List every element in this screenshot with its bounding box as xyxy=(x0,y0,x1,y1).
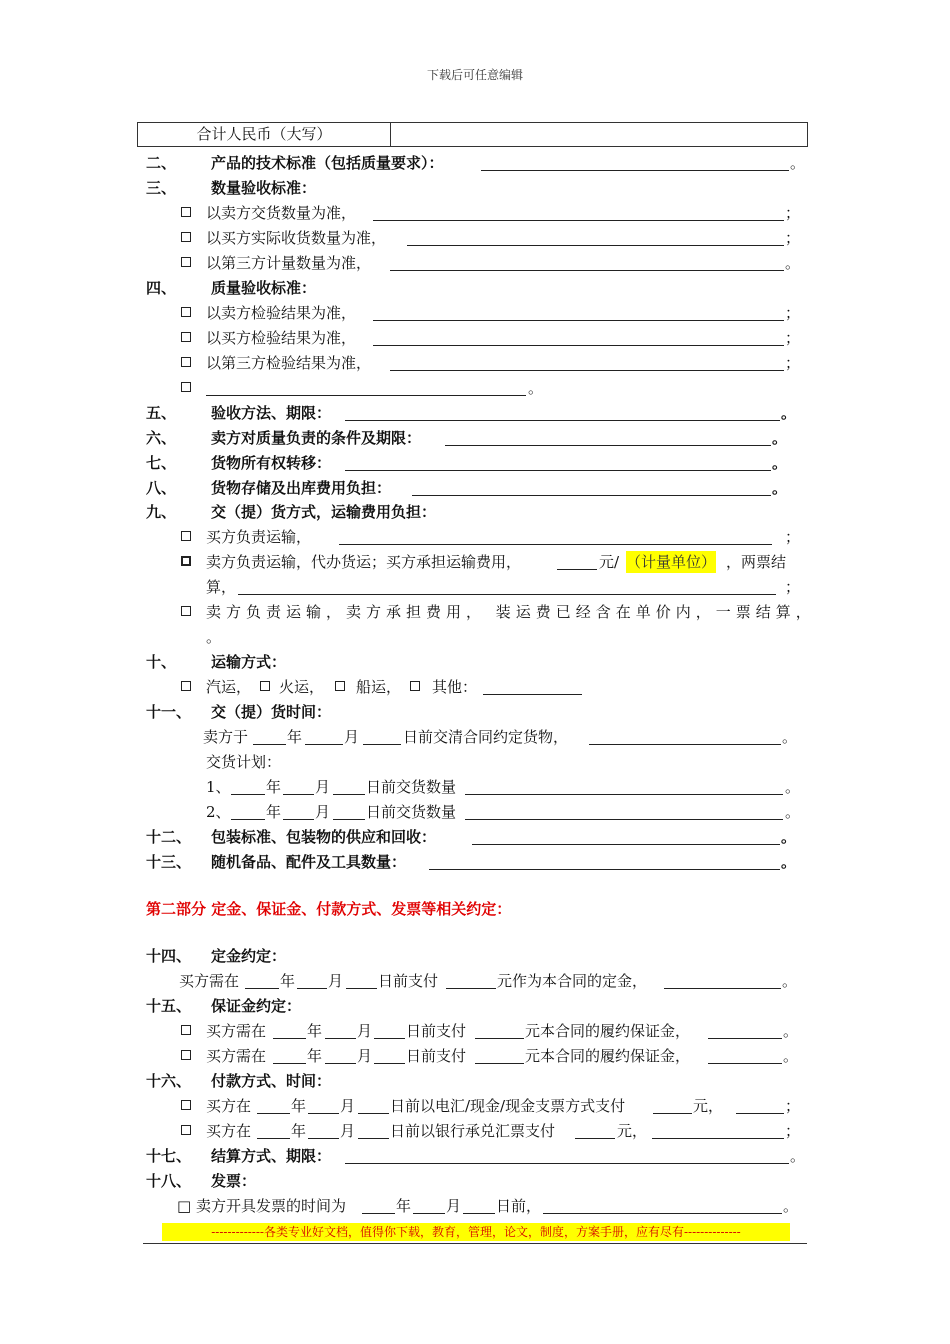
footer-banner: -------------各类专业好文档，值得你下载，教育，管理，论文，制度，方案手册，应有尽有-------------- xyxy=(162,1223,790,1241)
section-title: 数量验收标准： xyxy=(211,179,317,197)
section-title: 保证金约定： xyxy=(211,997,302,1015)
month-label: 月 xyxy=(328,972,344,990)
blank-line[interactable] xyxy=(543,1213,782,1214)
blank-day[interactable] xyxy=(363,744,401,745)
section-number: 十七、 xyxy=(146,1147,192,1165)
option-other: 其他： xyxy=(432,678,478,696)
checkbox[interactable] xyxy=(181,307,191,317)
blank-line[interactable] xyxy=(390,370,784,371)
year-label: 年 xyxy=(291,1122,307,1140)
text: 买方在 xyxy=(206,1122,252,1140)
blank-month[interactable] xyxy=(413,1213,445,1214)
year-label: 年 xyxy=(287,728,303,746)
blank-line[interactable] xyxy=(481,170,789,171)
item-label: 以第三方计量数量为准， xyxy=(206,254,372,272)
month-label: 月 xyxy=(357,1047,373,1065)
blank-year[interactable] xyxy=(273,1038,306,1039)
footer-divider xyxy=(143,1243,807,1244)
text: 日前支付 xyxy=(406,1047,467,1065)
text: 日前交清合同约定货物， xyxy=(403,728,569,746)
blank-day[interactable] xyxy=(374,1063,405,1064)
blank-amount[interactable] xyxy=(446,988,496,989)
section-title: 结算方式、期限： xyxy=(211,1147,332,1165)
blank-month[interactable] xyxy=(308,1113,339,1114)
text: □ 卖方开具发票的时间为 xyxy=(177,1197,346,1215)
month-label: 月 xyxy=(315,778,331,796)
unit-label: 元/ xyxy=(599,553,620,571)
punct: ； xyxy=(785,578,801,596)
checkbox[interactable] xyxy=(181,1050,191,1060)
section-title: 包装标准、包装物的供应和回收： xyxy=(211,828,437,846)
checkbox[interactable] xyxy=(181,332,191,342)
blank-year[interactable] xyxy=(245,988,279,989)
item-label: 卖方负责运输，卖方承担费用， 装运费已经含在单价内，一票结算， xyxy=(206,603,816,621)
text: 日前交货数量 xyxy=(366,803,457,821)
year-label: 年 xyxy=(266,778,282,796)
text: 日前支付 xyxy=(378,972,439,990)
blank-day[interactable] xyxy=(463,1213,495,1214)
blank-line[interactable] xyxy=(345,1163,789,1164)
punct: 。 xyxy=(781,853,797,871)
section-number: 十一、 xyxy=(146,703,192,721)
blank-line[interactable] xyxy=(652,1138,784,1139)
section-number: 十八、 xyxy=(146,1172,192,1190)
text: 元本合同的履约保证金， xyxy=(525,1047,691,1065)
blank-amount[interactable] xyxy=(575,1138,615,1139)
blank-year[interactable] xyxy=(253,744,286,745)
blank-line[interactable] xyxy=(589,744,781,745)
text: 日前交货数量 xyxy=(366,778,457,796)
punct: ； xyxy=(785,1122,801,1140)
item-label: 买方负责运输， xyxy=(206,528,312,546)
delivery-plan-label: 交货计划： xyxy=(206,753,282,771)
blank-line[interactable] xyxy=(345,420,780,421)
blank-line[interactable] xyxy=(483,694,582,695)
blank-month[interactable] xyxy=(325,1038,356,1039)
section-title: 随机备品、配件及工具数量： xyxy=(211,853,407,871)
punct: 。 xyxy=(772,454,788,472)
plan-number: 2、 xyxy=(206,803,231,821)
section-number: 七、 xyxy=(146,454,177,472)
text: 元， xyxy=(617,1122,648,1140)
highlighted-unit: （计量单位） xyxy=(626,553,717,571)
section-title: 货物所有权转移： xyxy=(211,454,332,472)
text: 日前以电汇/现金/现金支票方式支付 xyxy=(390,1097,626,1115)
punct: 。 xyxy=(783,1197,799,1215)
punct: 。 xyxy=(781,404,797,422)
blank-day[interactable] xyxy=(346,988,377,989)
item-label: 以第三方检验结果为准， xyxy=(206,354,372,372)
total-amount-label: 合计人民币（大写） xyxy=(138,123,391,146)
checkbox[interactable] xyxy=(181,1125,191,1135)
punct: 。 xyxy=(790,154,806,172)
text: 元， xyxy=(693,1097,724,1115)
punct: 。 xyxy=(790,1147,806,1165)
blank-amount[interactable] xyxy=(653,1113,692,1114)
blank-line[interactable] xyxy=(472,844,780,845)
punct: ； xyxy=(785,329,801,347)
section-number: 十二、 xyxy=(146,828,192,846)
blank-year[interactable] xyxy=(362,1213,395,1214)
checkbox-road[interactable] xyxy=(181,681,191,691)
checkbox-other[interactable] xyxy=(410,681,420,691)
year-label: 年 xyxy=(307,1047,323,1065)
item-label: 卖方负责运输，代办货运；买方承担运输费用， xyxy=(206,553,522,571)
section-number: 六、 xyxy=(146,429,177,447)
blank-line[interactable] xyxy=(736,1113,784,1114)
blank-line[interactable] xyxy=(557,569,597,570)
blank-line[interactable] xyxy=(708,1038,782,1039)
punct: 。 xyxy=(782,728,798,746)
blank-year[interactable] xyxy=(231,794,265,795)
section-number: 九、 xyxy=(146,503,177,521)
blank-line[interactable] xyxy=(407,245,784,246)
section-title: 付款方式、时间： xyxy=(211,1072,332,1090)
blank-day[interactable] xyxy=(333,794,365,795)
blank-line[interactable] xyxy=(708,1063,782,1064)
blank-line[interactable] xyxy=(373,320,784,321)
section-number: 五、 xyxy=(146,404,177,422)
blank-line[interactable] xyxy=(445,445,771,446)
section-number: 八、 xyxy=(146,479,177,497)
blank-amount[interactable] xyxy=(475,1038,524,1039)
checkbox[interactable] xyxy=(181,1100,191,1110)
section-title: 交（提）货时间： xyxy=(211,703,332,721)
blank-month[interactable] xyxy=(283,794,314,795)
item-label: 以买方实际收货数量为准， xyxy=(206,229,387,247)
total-amount-value[interactable] xyxy=(391,123,807,146)
blank-month[interactable] xyxy=(325,1063,356,1064)
blank-day[interactable] xyxy=(374,1038,405,1039)
text: 卖方于 xyxy=(203,728,249,746)
punct: 。 xyxy=(783,1022,799,1040)
text: 买方在 xyxy=(206,1097,252,1115)
section-title: 质量验收标准： xyxy=(211,279,317,297)
section-number: 十六、 xyxy=(146,1072,192,1090)
punct: 。 xyxy=(782,972,798,990)
year-label: 年 xyxy=(307,1022,323,1040)
blank-line[interactable] xyxy=(465,794,783,795)
section-title: 运输方式： xyxy=(211,653,287,671)
blank-line[interactable] xyxy=(390,270,784,271)
section-title: 货物存储及出库费用负担： xyxy=(211,479,392,497)
checkbox[interactable] xyxy=(181,556,191,566)
blank-year[interactable] xyxy=(273,1063,306,1064)
month-label: 月 xyxy=(357,1022,373,1040)
checkbox[interactable] xyxy=(181,606,191,616)
month-label: 月 xyxy=(340,1122,356,1140)
item-label-cont: ，两票结 xyxy=(726,553,787,571)
text: 日前， xyxy=(496,1197,542,1215)
item-label: 以买方检验结果为准， xyxy=(206,329,357,347)
section-number: 三、 xyxy=(146,179,177,197)
blank-line[interactable] xyxy=(345,470,771,471)
section-title: 交（提）货方式，运输费用负担： xyxy=(211,503,437,521)
option-ship: 船运， xyxy=(356,678,402,696)
text: 买方需在 xyxy=(179,972,240,990)
part-2-title: 第二部分 定金、保证金、付款方式、发票等相关约定： xyxy=(146,900,512,918)
blank-month[interactable] xyxy=(308,1138,339,1139)
month-label: 月 xyxy=(315,803,331,821)
punct: 。 xyxy=(772,429,788,447)
section-title: 发票： xyxy=(211,1172,257,1190)
text: 日前以银行承兑汇票支付 xyxy=(390,1122,556,1140)
blank-year[interactable] xyxy=(257,1138,290,1139)
blank-line[interactable] xyxy=(412,495,771,496)
section-number: 二、 xyxy=(146,154,177,172)
blank-line[interactable] xyxy=(429,869,780,870)
blank-month[interactable] xyxy=(283,819,314,820)
checkbox[interactable] xyxy=(181,232,191,242)
year-label: 年 xyxy=(266,803,282,821)
blank-month[interactable] xyxy=(297,988,327,989)
header-note: 下载后可任意编辑 xyxy=(426,68,523,82)
punct: ； xyxy=(785,354,801,372)
option-road: 汽运， xyxy=(206,678,252,696)
blank-line[interactable] xyxy=(339,544,772,545)
blank-line[interactable] xyxy=(373,345,784,346)
punct: 。 xyxy=(206,628,222,646)
item-label-cont: 算， xyxy=(206,578,237,596)
year-label: 年 xyxy=(280,972,296,990)
checkbox[interactable] xyxy=(181,531,191,541)
section-title: 卖方对质量负责的条件及期限： xyxy=(211,429,422,447)
punct: 。 xyxy=(772,479,788,497)
punct: ； xyxy=(785,528,801,546)
checkbox[interactable] xyxy=(181,1025,191,1035)
section-title: 产品的技术标准（包括质量要求）： xyxy=(211,154,444,172)
blank-month[interactable] xyxy=(305,744,343,745)
total-amount-table xyxy=(137,122,808,147)
punct: 。 xyxy=(781,828,797,846)
section-number: 十五、 xyxy=(146,997,192,1015)
month-label: 月 xyxy=(446,1197,462,1215)
punct: ； xyxy=(785,204,801,222)
section-number: 十三、 xyxy=(146,853,192,871)
blank-line[interactable] xyxy=(206,395,526,396)
text: 元作为本合同的定金， xyxy=(497,972,648,990)
plan-number: 1、 xyxy=(206,778,231,796)
punct: ； xyxy=(785,1097,801,1115)
text: 买方需在 xyxy=(206,1047,267,1065)
checkbox[interactable] xyxy=(181,257,191,267)
blank-day[interactable] xyxy=(333,819,365,820)
section-number: 十四、 xyxy=(146,947,192,965)
section-title: 验收方法、期限： xyxy=(211,404,332,422)
text: 元本合同的履约保证金， xyxy=(525,1022,691,1040)
punct: ； xyxy=(785,304,801,322)
blank-year[interactable] xyxy=(231,819,265,820)
section-number: 十、 xyxy=(146,653,177,671)
punct: ； xyxy=(785,229,801,247)
option-rail: 火运， xyxy=(279,678,325,696)
punct: 。 xyxy=(528,379,544,397)
punct: 。 xyxy=(785,778,801,796)
blank-line[interactable] xyxy=(238,594,776,595)
blank-line[interactable] xyxy=(373,220,784,221)
section-number: 四、 xyxy=(146,279,177,297)
blank-year[interactable] xyxy=(257,1113,290,1114)
blank-day[interactable] xyxy=(358,1113,389,1114)
blank-line[interactable] xyxy=(664,988,781,989)
checkbox-rail[interactable] xyxy=(260,681,270,691)
blank-day[interactable] xyxy=(358,1138,389,1139)
text: 日前支付 xyxy=(406,1022,467,1040)
blank-amount[interactable] xyxy=(475,1063,524,1064)
month-label: 月 xyxy=(340,1097,356,1115)
item-label: 以卖方检验结果为准， xyxy=(206,304,357,322)
blank-line[interactable] xyxy=(465,819,783,820)
section-title: 定金约定： xyxy=(211,947,287,965)
checkbox[interactable] xyxy=(181,207,191,217)
punct: 。 xyxy=(783,1047,799,1065)
year-label: 年 xyxy=(396,1197,412,1215)
month-label: 月 xyxy=(344,728,360,746)
text: 买方需在 xyxy=(206,1022,267,1040)
item-label: 以卖方交货数量为准， xyxy=(206,204,357,222)
punct: 。 xyxy=(785,254,801,272)
year-label: 年 xyxy=(291,1097,307,1115)
punct: 。 xyxy=(785,803,801,821)
checkbox[interactable] xyxy=(181,382,191,392)
checkbox[interactable] xyxy=(181,357,191,367)
checkbox-ship[interactable] xyxy=(335,681,345,691)
